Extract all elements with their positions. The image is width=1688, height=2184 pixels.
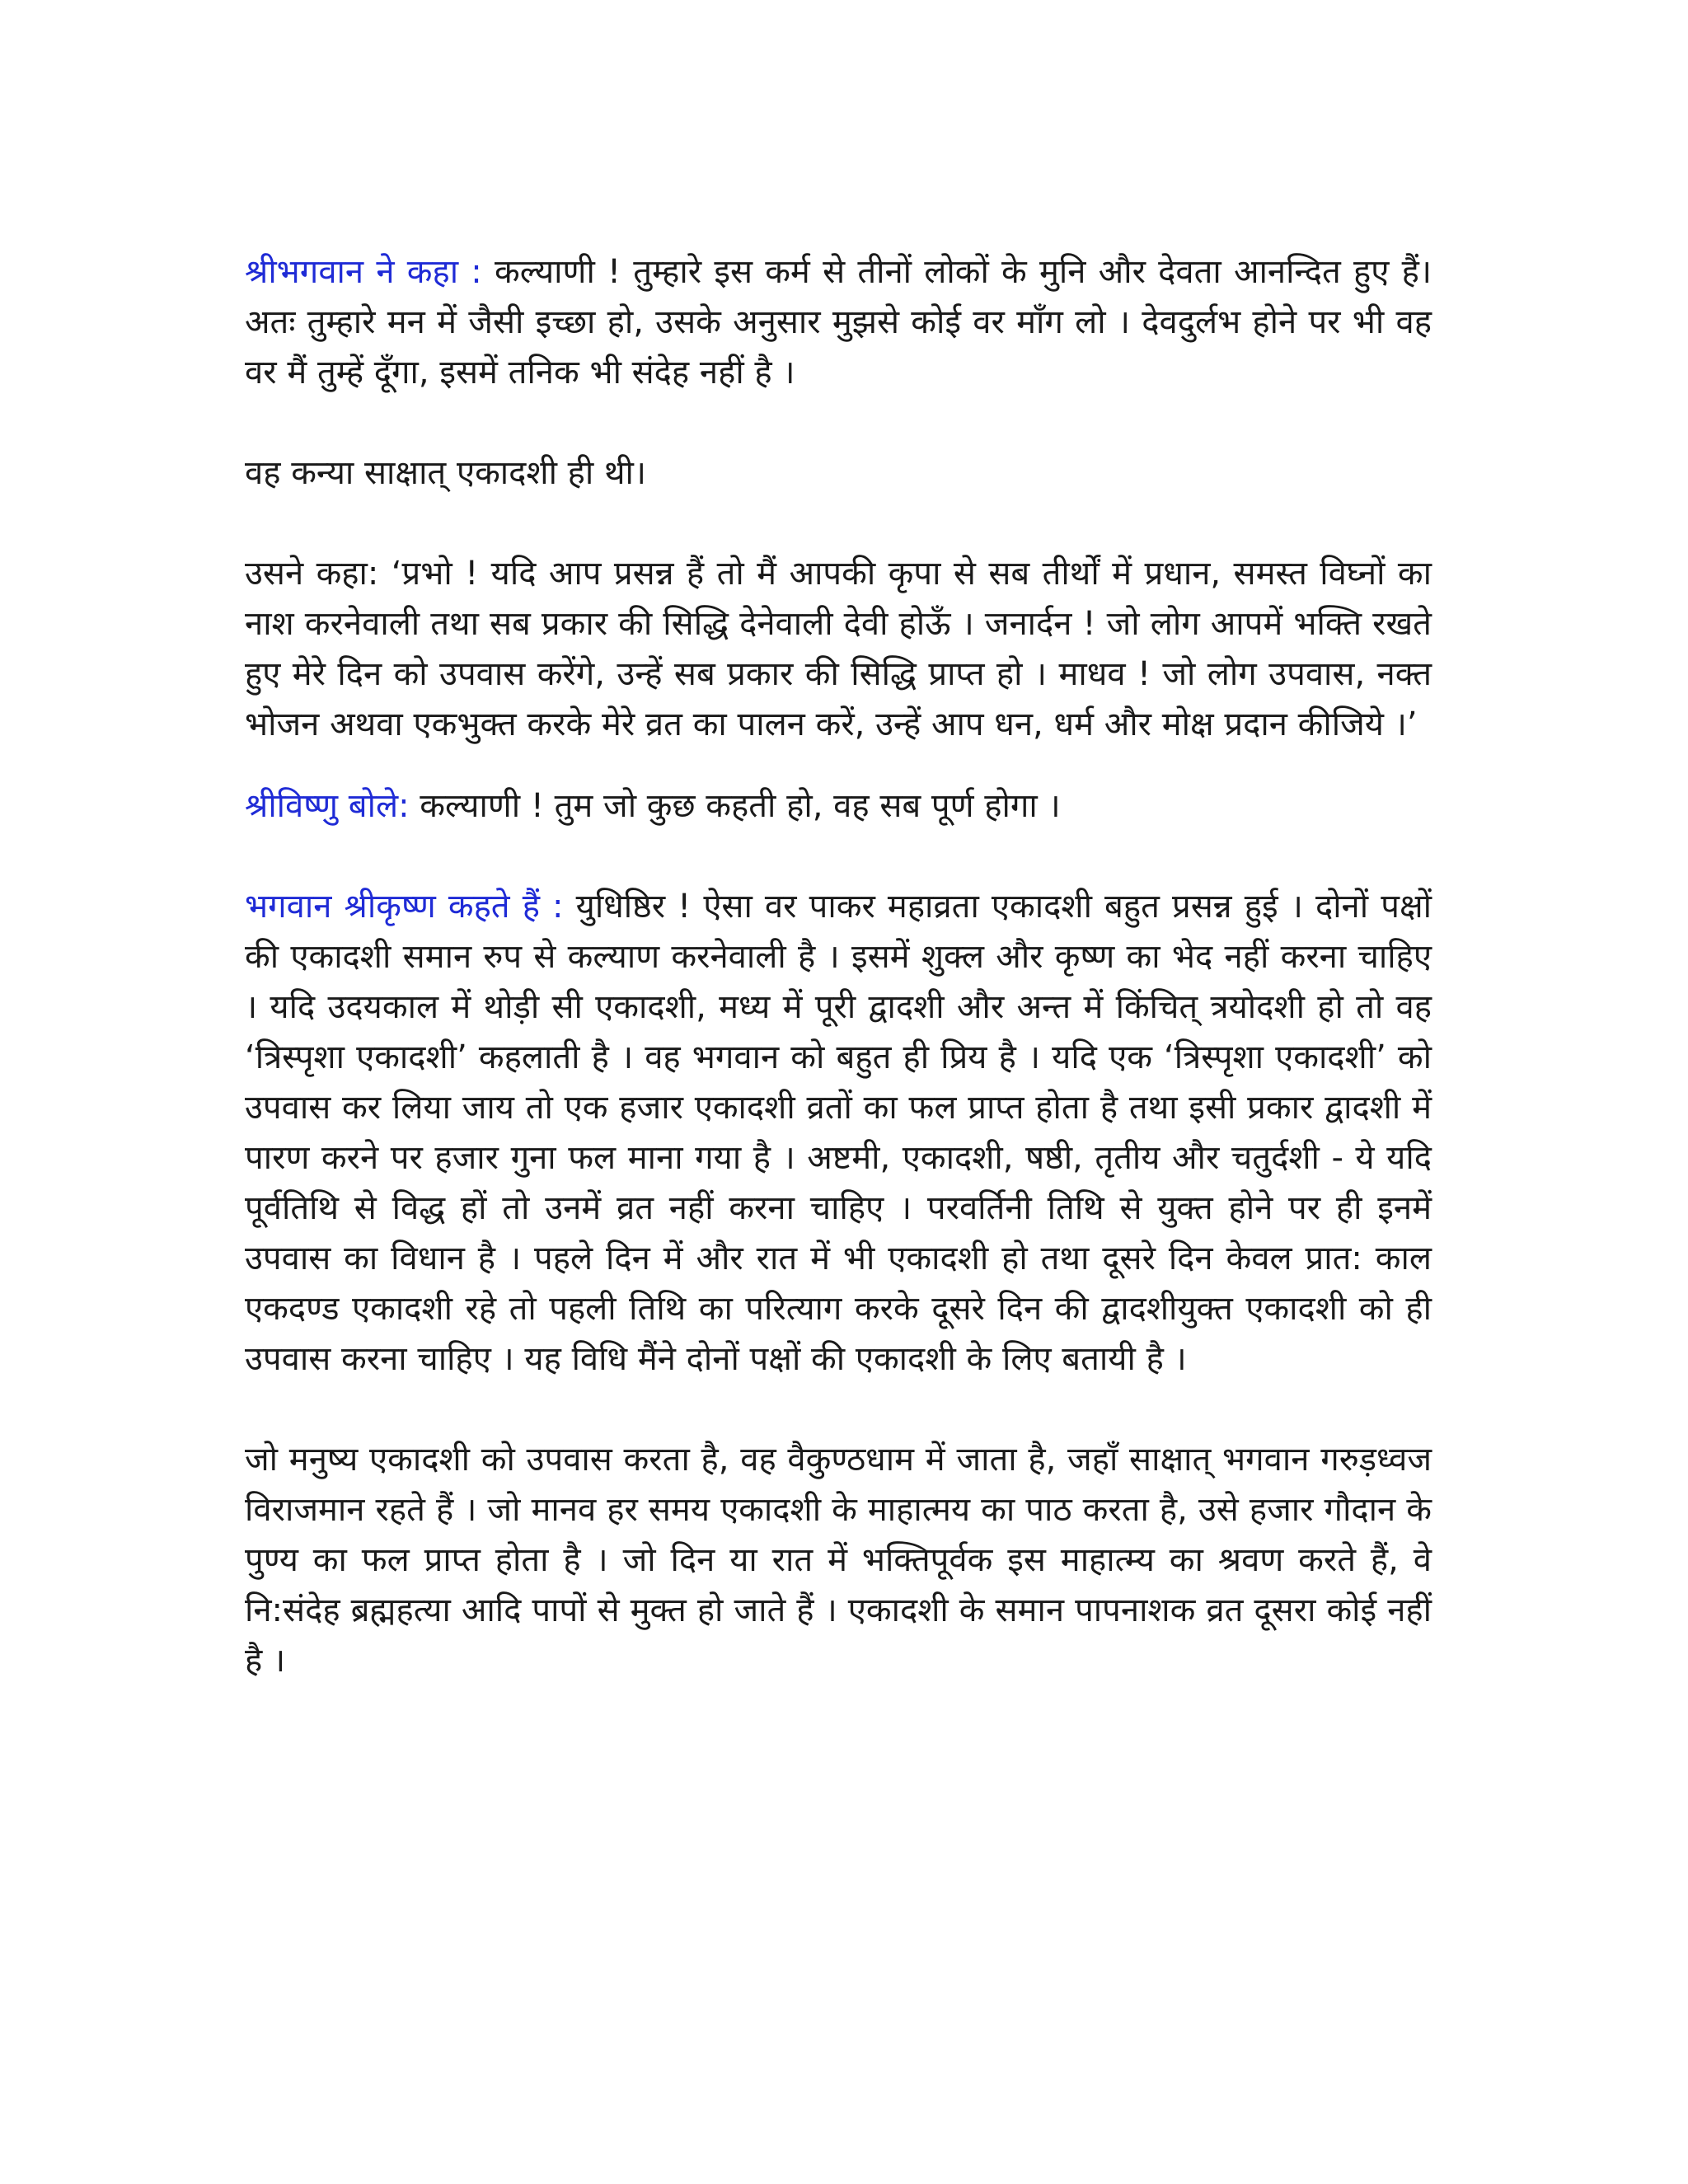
speaker-label: श्रीभगवान ने कहा : [245, 253, 482, 291]
paragraph-ekadashi-request [245, 549, 1432, 750]
paragraph-text: कल्याणी ! तुम्हारे इस कर्म से तीनों लोकों के मुनि और देवता आनन्दित हुए हैं। अतः तुम्हारे मन में जैसी इच्छा हो, उसके अनुसार मुझसे कोई वर माँग लो । देवदुर्लभ होने पर भी वह वर मैं तुम्हें दूँगा, इसमें तनिक भी संदेह नहीं है । [245, 253, 1432, 391]
paragraph-kanya [245, 448, 1432, 499]
speaker-label: श्रीविष्णु बोले: [245, 787, 410, 825]
paragraph-krishna-speech [245, 882, 1432, 1385]
paragraph-text: जो मनुष्य एकादशी को उपवास करता है, वह वैकुण्ठधाम में जाता है, जहाँ साक्षात् भगवान गरुड़ध्वज विराजमान रहते हैं । जो मानव हर समय एकादशी के माहात्मय का पाठ करता है, उसे हजार गौदान के पुण्य का फल प्राप्त होता है । जो दिन या रात में भक्तिपूर्वक इस माहात्म्य का श्रवण करते हैं, वे नि:संदेह ब्रह्महत्या आदि पापों से मुक्त हो जाते हैं । एकादशी के समान पापनाशक व्रत दूसरा कोई नहीं है । [245, 1441, 1432, 1680]
paragraph-bhagwan-speech [245, 247, 1432, 398]
paragraph-text: कल्याणी ! तुम जो कुछ कहती हो, वह सब पूर्ण होगा । [409, 787, 1061, 825]
document-body [245, 247, 1432, 1736]
paragraph-vishnu-reply [245, 781, 1432, 832]
paragraph-text: युधिष्ठिर ! ऐसा वर पाकर महाव्रता एकादशी बहुत प्रसन्न हुई । दोनों पक्षों की एकादशी समान रुप से कल्याण करनेवाली है । इसमें शुक्ल और कृष्ण का भेद नहीं करना चाहिए । यदि उदयकाल में थोड़ी सी एकादशी, मध्य में पूरी द्वादशी और अन्त में किंचित् त्रयोदशी हो तो वह ‘त्रिस्पृशा एकादशी’ कहलाती है । वह भगवान को बहुत ही प्रिय है । यदि एक ‘त्रिस्पृशा एकादशी’ को उपवास कर लिया जाय तो एक हजार एकादशी व्रतों का फल प्राप्त होता है तथा इसी प्रकार द्वादशी में पारण करने पर हजार गुना फल माना गया है । अष्टमी, एकादशी, षष्ठी, तृतीय और चतुर्दशी - ये यदि पूर्वतिथि से विद्ध हों तो उनमें व्रत नहीं करना चाहिए । परवर्तिनी तिथि से युक्त होने पर ही इनमें उपवास का विधान है । पहले दिन में और रात में भी एकादशी हो तथा दूसरे दिन केवल प्रात: काल एकदण्ड एकादशी रहे तो पहली तिथि का परित्याग करके दूसरे दिन की द्वादशीयुक्त एकादशी को ही उपवास करना चाहिए । यह विधि मैंने दोनों पक्षों की एकादशी के लिए बतायी है । [245, 888, 1432, 1378]
speaker-label: भगवान श्रीकृष्ण कहते हैं : [245, 888, 564, 926]
paragraph-mahatmya [245, 1435, 1432, 1686]
paragraph-text: उसने कहा: ‘प्रभो ! यदि आप प्रसन्न हैं तो मैं आपकी कृपा से सब तीर्थों में प्रधान, समस्त विघ्नों का नाश करनेवाली तथा सब प्रकार की सिद्धि देनेवाली देवी होऊँ । जनार्दन ! जो लोग आपमें भक्ति रखते हुए मेरे दिन को उपवास करेंगे, उन्हें सब प्रकार की सिद्धि प्राप्त हो । माधव ! जो लोग उपवास, नक्त भोजन अथवा एकभुक्त करके मेरे व्रत का पालन करें, उन्हें आप धन, धर्म और मोक्ष प्रदान कीजिये ।’ [245, 555, 1432, 743]
paragraph-text: वह कन्या साक्षात् एकादशी ही थी। [245, 454, 647, 492]
